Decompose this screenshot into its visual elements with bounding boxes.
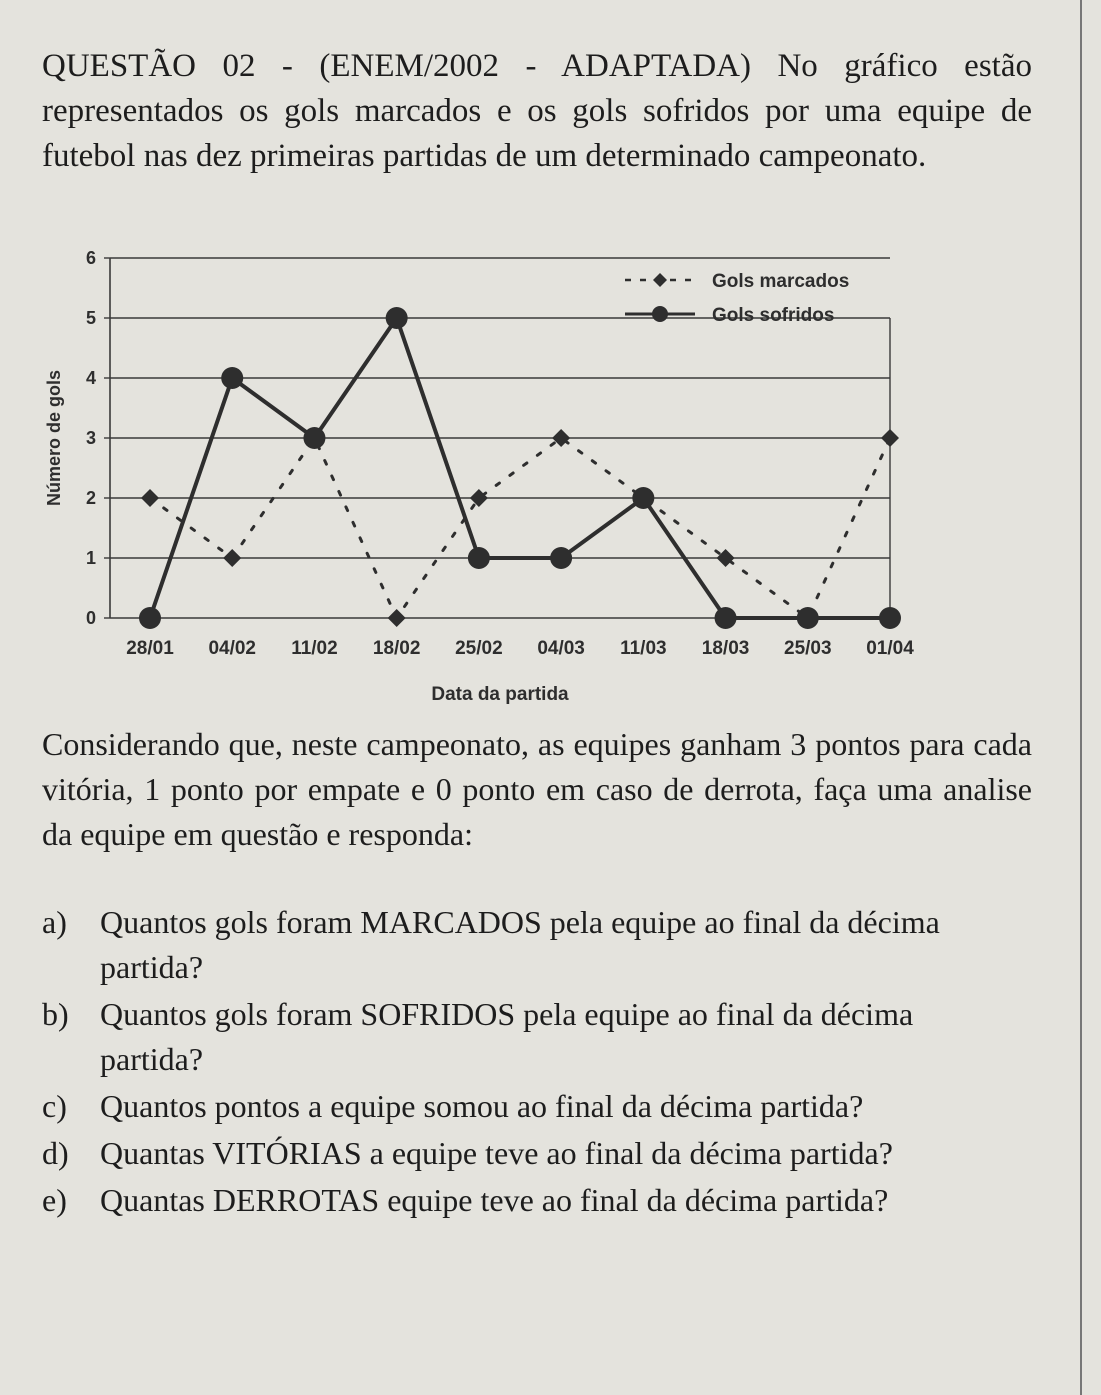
question-letter: c) (42, 1088, 67, 1124)
point-sofridos (550, 547, 572, 569)
y-tick-label: 4 (85, 368, 96, 388)
point-marcados (223, 549, 241, 567)
series-line-sofridos (150, 318, 890, 618)
question-text: Quantos gols foram MARCADOS pela equipe ao final da décima partida? (100, 904, 940, 985)
scoring-context: Considerando que, neste campeonato, as equipes ganham 3 pontos para cada vitória, 1 ponto por empate e 0 ponto em caso de derrota, faça uma analise da equipe em questão e responda: (42, 726, 1032, 852)
question-item-c (42, 1084, 1032, 1129)
series-line-marcados (150, 438, 890, 618)
point-sofridos (879, 607, 901, 629)
y-tick-label: 1 (85, 548, 96, 568)
legend-label: Gols sofridos (712, 305, 835, 326)
y-tick-label: 0 (85, 608, 96, 628)
point-sofridos (221, 367, 243, 389)
x-tick-label: 04/02 (208, 638, 256, 659)
x-tick-label: 18/02 (372, 638, 421, 659)
question-item-d (42, 1131, 1032, 1176)
y-tick-label: 5 (85, 308, 96, 328)
question-item-b (42, 992, 1032, 1082)
x-tick-label: 28/01 (126, 638, 174, 659)
x-tick-label: 25/02 (455, 638, 503, 659)
question-item-a (42, 900, 1032, 990)
point-sofridos (715, 607, 737, 629)
question-list (42, 900, 1032, 1225)
question-letter: e) (42, 1182, 67, 1218)
y-tick-label: 2 (85, 488, 96, 508)
point-sofridos (797, 607, 819, 629)
question-intro: QUESTÃO 02 - (ENEM/2002 - ADAPTADA) No gráfico estão representados os gols marcados e os gols sofridos por uma equipe de futebol nas dez primeiras partidas de um determinado campeonato. (42, 48, 1032, 174)
question-text: Quantas DERROTAS equipe teve ao final da décima partida? (100, 1182, 889, 1218)
question-text: Quantos pontos a equipe somou ao final da décima partida? (100, 1088, 864, 1124)
x-tick-label: 11/03 (620, 638, 667, 659)
legend-label: Gols marcados (712, 271, 850, 292)
question-text: Quantos gols foram SOFRIDOS pela equipe ao final da décima partida? (100, 996, 914, 1077)
x-axis-title: Data da partida (431, 684, 569, 705)
point-marcados (881, 429, 899, 447)
point-sofridos (632, 487, 654, 509)
question-letter: b) (42, 996, 69, 1032)
y-tick-label: 6 (85, 248, 96, 268)
point-sofridos (139, 607, 161, 629)
x-tick-label: 18/03 (701, 638, 750, 659)
x-tick-label: 11/02 (291, 638, 338, 659)
legend-diamond-marker (653, 273, 667, 287)
x-tick-label: 25/03 (784, 638, 832, 659)
question-letter: a) (42, 904, 67, 940)
point-sofridos (386, 307, 408, 329)
point-marcados (141, 489, 159, 507)
page-edge-divider (1080, 0, 1082, 1395)
x-tick-label: 01/04 (866, 638, 914, 659)
point-sofridos (303, 427, 325, 449)
question-letter: d) (42, 1135, 69, 1171)
legend-circle-marker (652, 306, 668, 322)
question-item-e (42, 1178, 1032, 1223)
question-text: Quantas VITÓRIAS a equipe teve ao final da décima partida? (100, 1135, 893, 1171)
x-tick-label: 04/03 (537, 638, 585, 659)
y-axis-title: Número de gols (44, 369, 64, 507)
goals-line-chart (40, 240, 920, 710)
point-sofridos (468, 547, 490, 569)
y-tick-label: 3 (85, 428, 96, 448)
point-marcados (388, 609, 406, 627)
